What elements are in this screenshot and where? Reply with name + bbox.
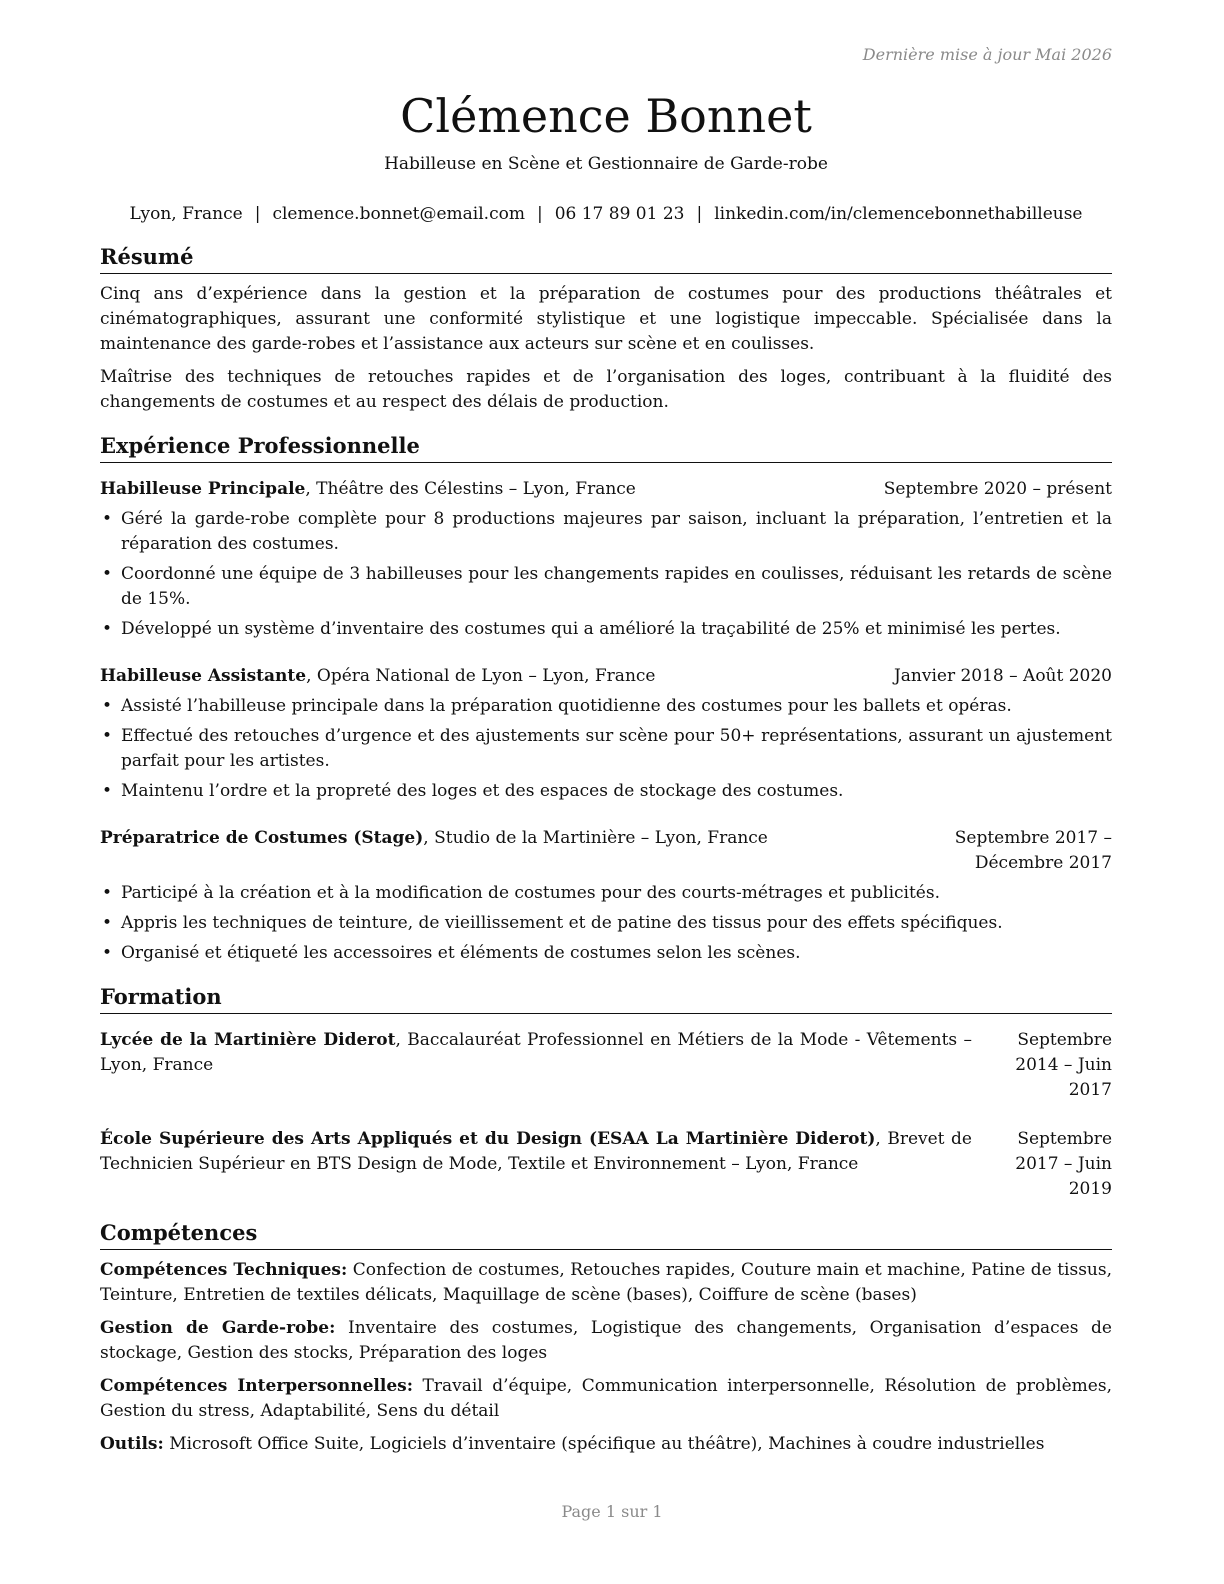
skill-value: Confection de costumes, Retouches rapides, Couture main et machine, Patine de tissus, Teinture, Entretien de textiles délicats, Maquillage de scène (bases), Coiffure de scène (bases) <box>100 1260 1112 1305</box>
list-item: • Géré la garde-robe complète pour 8 productions majeures par saison, incluant la préparation, l’entretien et la réparation des costumes. <box>100 507 1112 557</box>
last-updated: Dernière mise à jour Mai 2026 <box>862 45 1112 64</box>
job-dates: Janvier 2018 – Août 2020 <box>893 666 1112 686</box>
education-degree: , Baccalauréat Professionnel en Métiers de la Mode - Vêtements – Lyon, France <box>100 1030 972 1075</box>
list-item: • Organisé et étiqueté les accessoires et éléments de costumes selon les scènes. <box>100 941 1112 966</box>
job-role: Habilleuse Assistante <box>100 666 307 686</box>
education-details <box>100 1127 972 1177</box>
education-dates: Septembre 2017 – Juin 2019 <box>1015 1129 1112 1199</box>
job-org: , Théâtre des Célestins – Lyon, France <box>305 479 636 499</box>
job-header <box>100 664 1112 689</box>
list-item: • Effectué des retouches d’urgence et des ajustements sur scène pour 50+ représentations, assurant un ajustement parfait pour les artistes. <box>100 724 1112 774</box>
job-org: , Studio de la Martinière – Lyon, France <box>423 828 768 848</box>
skill-label: Compétences Interpersonnelles: <box>100 1376 413 1396</box>
skill-row <box>100 1374 1112 1424</box>
list-item: • Développé un système d’inventaire des costumes qui a amélioré la traçabilité de 25% et minimisé les pertes. <box>100 617 1112 642</box>
skill-row <box>100 1258 1112 1308</box>
candidate-title: Habilleuse en Scène et Gestionnaire de Garde-robe <box>384 154 828 174</box>
skill-label: Outils: <box>100 1434 164 1454</box>
education-details <box>100 1028 972 1078</box>
job-entry <box>100 477 1112 642</box>
resume-page <box>100 40 1112 1457</box>
page-number: Page 1 sur 1 <box>561 1502 663 1521</box>
contact-phone[interactable]: 06 17 89 01 23 <box>554 204 685 224</box>
contact-line <box>100 202 1112 226</box>
job-bullets <box>100 881 1112 966</box>
contact-separator: | <box>254 204 261 224</box>
skill-value: Travail d’équipe, Communication interpersonnelle, Résolution de problèmes, Gestion du stress, Adaptabilité, Sens du détail <box>100 1376 1112 1421</box>
job-role: Préparatrice de Costumes (Stage) <box>100 828 424 848</box>
education-entry <box>100 1127 1112 1202</box>
skill-label: Compétences Techniques: <box>100 1260 348 1280</box>
job-org: , Opéra National de Lyon – Lyon, France <box>306 666 656 686</box>
job-entry <box>100 664 1112 804</box>
contact-linkedin[interactable]: linkedin.com/in/clemencebonnethabilleuse <box>714 204 1083 224</box>
job-title <box>100 664 655 689</box>
education-school: École Supérieure des Arts Appliqués et du Design (ESAA La Martinière Diderot) <box>100 1129 876 1149</box>
job-bullets <box>100 694 1112 804</box>
section-title-summary: Résumé <box>100 242 1112 274</box>
job-header <box>100 477 1112 502</box>
job-title <box>100 477 636 502</box>
candidate-name: Clémence Bonnet <box>400 89 812 143</box>
contact-separator: | <box>696 204 703 224</box>
contact-separator: | <box>536 204 543 224</box>
list-item: • Assisté l’habilleuse principale dans la préparation quotidienne des costumes pour les ballets et opéras. <box>100 694 1112 719</box>
education-entry <box>100 1028 1112 1103</box>
section-title-experience: Expérience Professionnelle <box>100 431 1112 463</box>
skill-row <box>100 1316 1112 1366</box>
list-item: • Participé à la création et à la modification de costumes pour des courts-métrages et publicités. <box>100 881 1112 906</box>
job-title <box>100 826 768 851</box>
job-bullets <box>100 507 1112 642</box>
job-dates: Septembre 2017 – Décembre 2017 <box>954 828 1112 873</box>
list-item: • Maintenu l’ordre et la propreté des loges et des espaces de stockage des costumes. <box>100 779 1112 804</box>
job-dates: Septembre 2020 – présent <box>883 479 1112 499</box>
job-header <box>100 826 1112 876</box>
contact-email[interactable]: clemence.bonnet@email.com <box>272 204 525 224</box>
skill-value: Microsoft Office Suite, Logiciels d’inventaire (spécifique au théâtre), Machines à coudre industrielles <box>163 1434 1045 1454</box>
skill-value: Inventaire des costumes, Logistique des changements, Organisation d’espaces de stockage, Gestion des stocks, Préparation des loges <box>100 1318 1112 1363</box>
section-title-skills: Compétences <box>100 1218 1112 1250</box>
list-item: • Coordonné une équipe de 3 habilleuses pour les changements rapides en coulisses, réduisant les retards de scène de 15%. <box>100 562 1112 612</box>
skill-label: Gestion de Garde-robe: <box>100 1318 336 1338</box>
summary-paragraph: Maîtrise des techniques de retouches rapides et de l’organisation des loges, contribuant à la fluidité des changements de costumes et au respect des délais de production. <box>100 367 1112 412</box>
job-entry <box>100 826 1112 966</box>
contact-location: Lyon, France <box>129 204 243 224</box>
education-school: Lycée de la Martinière Diderot <box>100 1030 396 1050</box>
skill-row <box>100 1432 1112 1457</box>
list-item: • Appris les techniques de teinture, de vieillissement et de patine des tissus pour des effets spécifiques. <box>100 911 1112 936</box>
education-dates: Septembre 2014 – Juin 2017 <box>1015 1030 1112 1100</box>
job-role: Habilleuse Principale <box>100 479 306 499</box>
summary-paragraph: Cinq ans d’expérience dans la gestion et la préparation de costumes pour des productions théâtrales et cinématographiques, assurant une conformité stylistique et une logistique impeccable. Spécialisée dans la maintenance des garde-robes et l’assistance aux acteurs sur scène et en coulisses. <box>100 284 1112 354</box>
education-degree: , Brevet de Technicien Supérieur en BTS Design de Mode, Textile et Environnement – Lyon, France <box>100 1129 972 1174</box>
section-title-education: Formation <box>100 982 1112 1014</box>
